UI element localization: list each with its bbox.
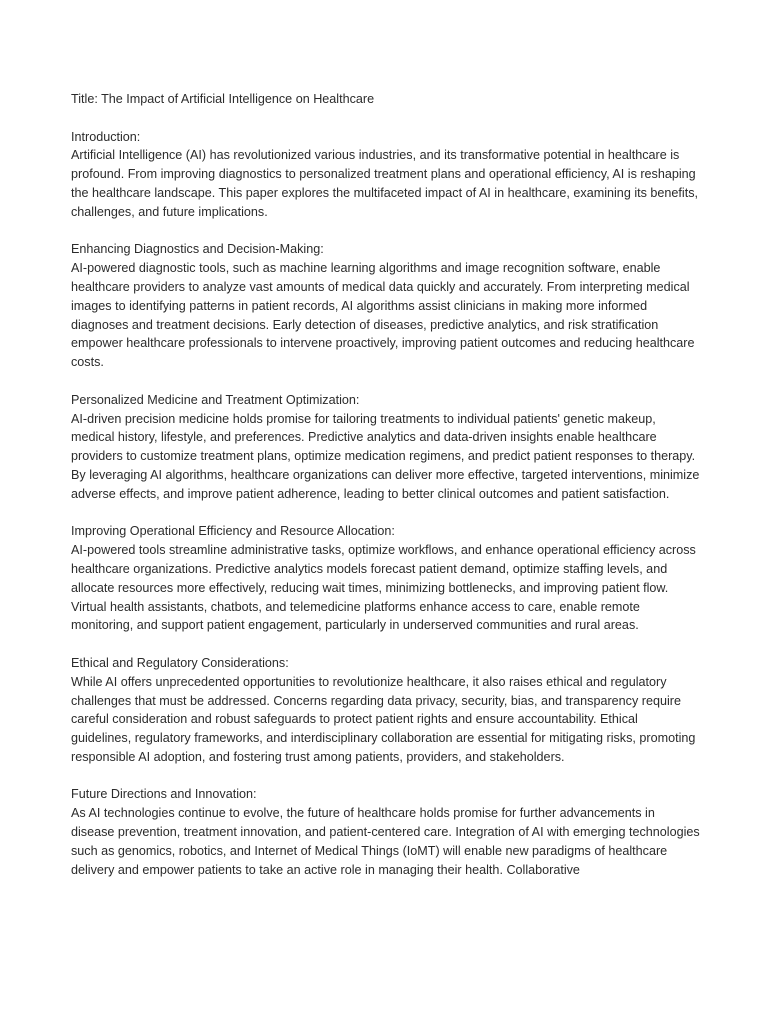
section-heading: Improving Operational Efficiency and Resource Allocation: <box>71 524 395 539</box>
section-body: While AI offers unprecedented opportunities to revolutionize healthcare, it also raises ethical and regulatory challenges that must be addressed. Concerns regarding data privacy, security, bias, and transparency require careful consideration and robust safeguards to protect patient rights and ensure accountability. Ethical guidelines, regulatory frameworks, and interdisciplinary collaboration are essential for mitigating risks, promoting responsible AI adoption, and fostering trust among patients, providers, and stakeholders. <box>71 674 696 764</box>
section-ethics <box>71 654 701 767</box>
section-body: AI-powered tools streamline administrative tasks, optimize workflows, and enhance operational efficiency across healthcare organizations. Predictive analytics models forecast patient demand, optimize staffing levels, and allocate resources more effectively, reducing wait times, minimizing bottlenecks, and improving patient flow. Virtual health assistants, chatbots, and telemedicine platforms enhance access to care, enable remote monitoring, and support patient engagement, particularly in underserved communities and rural areas. <box>71 543 696 633</box>
section-diagnostics <box>71 240 701 372</box>
section-heading: Ethical and Regulatory Considerations: <box>71 655 289 670</box>
document-title: Title: The Impact of Artificial Intelligence on Healthcare <box>71 92 375 106</box>
section-heading: Future Directions and Innovation: <box>71 787 257 802</box>
section-heading: Enhancing Diagnostics and Decision-Making: <box>71 242 324 257</box>
document-page <box>71 90 701 898</box>
section-heading: Introduction: <box>71 129 141 144</box>
section-body: Artificial Intelligence (AI) has revolutionized various industries, and its transformative potential in healthcare is profound. From improving diagnostics to personalized treatment plans and operational efficiency, AI is reshaping the healthcare landscape. This paper explores the multifaceted impact of AI in healthcare, examining its benefits, challenges, and future implications. <box>71 148 699 219</box>
section-personalized-medicine <box>71 391 701 504</box>
section-operational-efficiency <box>71 522 701 635</box>
section-heading: Personalized Medicine and Treatment Optimization: <box>71 392 360 407</box>
section-future-directions <box>71 785 701 879</box>
section-body: AI-powered diagnostic tools, such as machine learning algorithms and image recognition software, enable healthcare providers to analyze vast amounts of medical data quickly and accurately. From interpreting medical images to identifying patterns in patient records, AI algorithms assist clinicians in making more informed diagnoses and treatment decisions. Early detection of diseases, predictive analytics, and risk stratification empower healthcare professionals to intervene proactively, improving patient outcomes and reducing healthcare costs. <box>71 261 695 370</box>
section-body: AI-driven precision medicine holds promise for tailoring treatments to individual patients' genetic makeup, medical history, lifestyle, and preferences. Predictive analytics and data-driven insights enable healthcare providers to customize treatment plans, optimize medication regimens, and predict patient responses to therapy. By leveraging AI algorithms, healthcare organizations can deliver more effective, targeted interventions, minimize adverse effects, and improve patient adherence, leading to better clinical outcomes and patient satisfaction. <box>71 411 700 501</box>
section-body: As AI technologies continue to evolve, the future of healthcare holds promise for further advancements in disease prevention, treatment innovation, and patient-centered care. Integration of AI with emerging technologies such as genomics, robotics, and Internet of Medical Things (IoMT) will enable new paradigms of healthcare delivery and empower patients to take an active role in managing their health. Collaborative <box>71 806 700 877</box>
section-introduction <box>71 128 701 222</box>
